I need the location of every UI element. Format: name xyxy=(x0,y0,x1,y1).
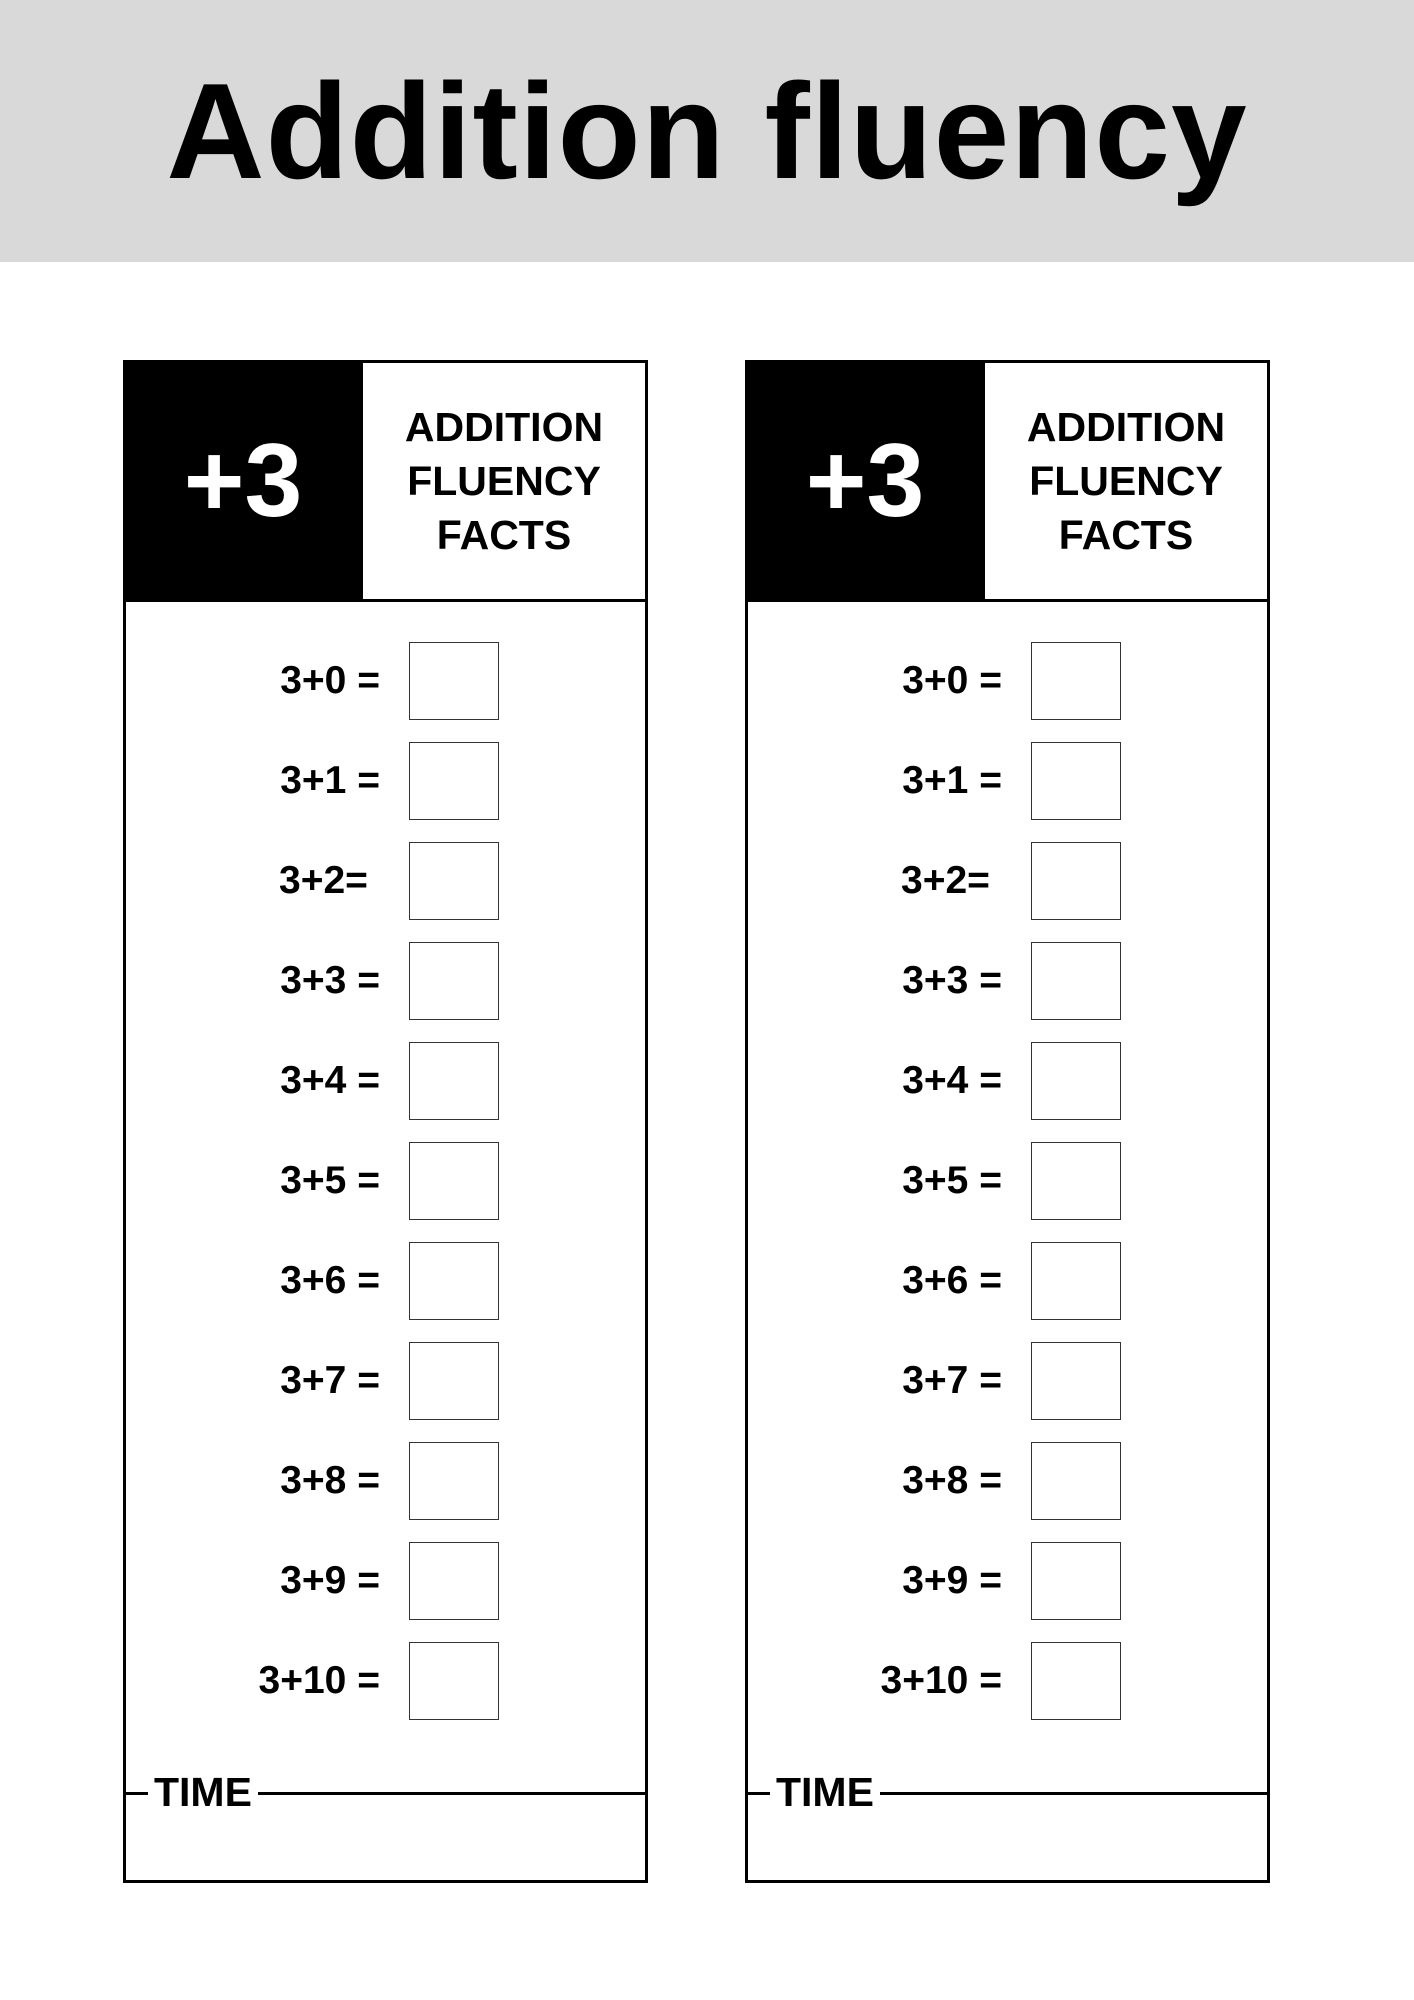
fluency-card-2 xyxy=(745,360,1270,1883)
fact-row xyxy=(748,1142,1267,1242)
answer-box[interactable] xyxy=(409,1142,499,1220)
time-label: TIME xyxy=(148,1768,258,1816)
time-label: TIME xyxy=(770,1768,880,1816)
answer-box[interactable] xyxy=(1031,1142,1121,1220)
answer-box[interactable] xyxy=(1031,1242,1121,1320)
fact-label: 3+5 = xyxy=(902,1159,1002,1202)
answer-box[interactable] xyxy=(1031,1542,1121,1620)
fact-label: 3+8 = xyxy=(902,1459,1002,1502)
fact-label: 3+6 = xyxy=(280,1259,380,1302)
fact-label: 3+4 = xyxy=(280,1059,380,1102)
answer-box[interactable] xyxy=(409,642,499,720)
fact-row xyxy=(126,1042,645,1142)
fact-row xyxy=(126,742,645,842)
fact-row xyxy=(126,1542,645,1642)
answer-box[interactable] xyxy=(409,1042,499,1120)
answer-box[interactable] xyxy=(409,1442,499,1520)
fact-row xyxy=(748,1642,1267,1742)
fact-label: 3+9 = xyxy=(902,1559,1002,1602)
heading-line: ADDITION xyxy=(404,404,604,450)
title-banner xyxy=(0,0,1414,262)
fact-label: 3+10 = xyxy=(880,1659,1002,1702)
fact-row xyxy=(748,742,1267,842)
answer-box[interactable] xyxy=(1031,1042,1121,1120)
fact-row xyxy=(126,1242,645,1342)
card-heading xyxy=(360,363,645,599)
answer-box[interactable] xyxy=(409,742,499,820)
fact-label: 3+5 = xyxy=(280,1159,380,1202)
answer-box[interactable] xyxy=(1031,642,1121,720)
fact-label: 3+2= xyxy=(279,859,368,902)
answer-box[interactable] xyxy=(409,1542,499,1620)
fact-list xyxy=(748,642,1267,1742)
fact-row xyxy=(126,1142,645,1242)
answer-box[interactable] xyxy=(1031,842,1121,920)
fact-row xyxy=(748,1442,1267,1542)
fact-row xyxy=(748,1542,1267,1642)
answer-box[interactable] xyxy=(409,942,499,1020)
answer-box[interactable] xyxy=(1031,1442,1121,1520)
fact-row xyxy=(126,642,645,742)
answer-box[interactable] xyxy=(409,1242,499,1320)
answer-box[interactable] xyxy=(1031,742,1121,820)
heading-line: FACTS xyxy=(436,512,572,558)
fact-label: 3+10 = xyxy=(258,1659,380,1702)
fact-row xyxy=(748,942,1267,1042)
heading-line: FLUENCY xyxy=(1029,458,1223,504)
card-heading xyxy=(982,363,1267,599)
answer-box[interactable] xyxy=(409,1342,499,1420)
fact-row xyxy=(748,642,1267,742)
heading-line: FACTS xyxy=(1058,512,1194,558)
fact-row xyxy=(126,842,645,942)
fact-row xyxy=(748,1342,1267,1442)
addend-badge: +3 xyxy=(748,363,982,599)
fact-row xyxy=(748,842,1267,942)
fact-label: 3+8 = xyxy=(280,1459,380,1502)
fact-label: 3+6 = xyxy=(902,1259,1002,1302)
fact-row xyxy=(748,1042,1267,1142)
answer-box[interactable] xyxy=(1031,1342,1121,1420)
fact-label: 3+1 = xyxy=(902,759,1002,802)
fact-label: 3+2= xyxy=(901,859,990,902)
fact-label: 3+7 = xyxy=(280,1359,380,1402)
answer-box[interactable] xyxy=(409,842,499,920)
fact-row xyxy=(126,942,645,1042)
fact-list xyxy=(126,642,645,1742)
page-title: Addition fluency xyxy=(166,55,1248,207)
fact-label: 3+3 = xyxy=(280,959,380,1002)
fact-label: 3+9 = xyxy=(280,1559,380,1602)
heading-line: FLUENCY xyxy=(407,458,601,504)
addend-badge: +3 xyxy=(126,363,360,599)
fact-row xyxy=(126,1642,645,1742)
fact-label: 3+0 = xyxy=(902,659,1002,702)
fact-row xyxy=(126,1442,645,1542)
fact-label: 3+3 = xyxy=(902,959,1002,1002)
heading-line: ADDITION xyxy=(1026,404,1226,450)
answer-box[interactable] xyxy=(1031,1642,1121,1720)
fact-label: 3+4 = xyxy=(902,1059,1002,1102)
card-header xyxy=(748,363,1267,602)
fact-label: 3+7 = xyxy=(902,1359,1002,1402)
fluency-card-1 xyxy=(123,360,648,1883)
answer-box[interactable] xyxy=(409,1642,499,1720)
fact-label: 3+1 = xyxy=(280,759,380,802)
answer-box[interactable] xyxy=(1031,942,1121,1020)
fact-label: 3+0 = xyxy=(280,659,380,702)
fact-row xyxy=(748,1242,1267,1342)
card-header xyxy=(126,363,645,602)
fact-row xyxy=(126,1342,645,1442)
